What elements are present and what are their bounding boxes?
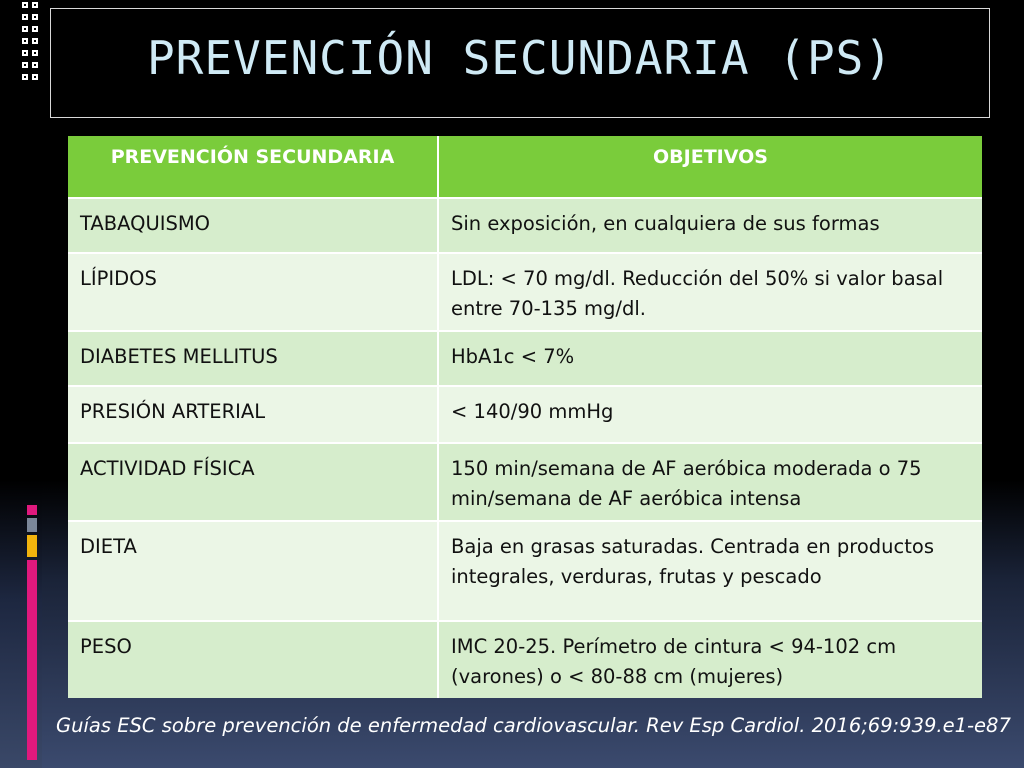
row-objective: IMC 20-25. Perímetro de cintura < 94-102 cm (varones) o < 80-88 cm (mujeres) xyxy=(438,621,982,698)
row-objective: LDL: < 70 mg/dl. Reducción del 50% si valor basal entre 70-135 mg/dl. xyxy=(438,253,982,331)
pink-bar-small xyxy=(27,505,37,515)
row-factor: DIABETES MELLITUS xyxy=(68,331,438,386)
row-objective: 150 min/semana de AF aeróbica moderada o 75 min/semana de AF aeróbica intensa xyxy=(438,443,982,521)
row-objective: HbA1c < 7% xyxy=(438,331,982,386)
title-box xyxy=(50,8,990,118)
table-row xyxy=(68,443,982,521)
table-header-row xyxy=(68,136,982,198)
row-factor: PRESIÓN ARTERIAL xyxy=(68,386,438,443)
table-row xyxy=(68,521,982,621)
pink-bar-large xyxy=(27,560,37,760)
header-prevention: PREVENCIÓN SECUNDARIA xyxy=(68,136,438,198)
decorative-squares xyxy=(22,2,40,112)
row-factor: TABAQUISMO xyxy=(68,198,438,253)
row-factor: ACTIVIDAD FÍSICA xyxy=(68,443,438,521)
table-row xyxy=(68,253,982,331)
row-objective: < 140/90 mmHg xyxy=(438,386,982,443)
table-row xyxy=(68,331,982,386)
header-objectives: OBJETIVOS xyxy=(438,136,982,198)
row-objective: Baja en grasas saturadas. Centrada en productos integrales, verduras, frutas y pescado xyxy=(438,521,982,621)
row-objective: Sin exposición, en cualquiera de sus formas xyxy=(438,198,982,253)
citation-text: Guías ESC sobre prevención de enfermedad cardiovascular. Rev Esp Cardiol. 2016;69:939.e1-e87 xyxy=(56,714,1011,737)
decorative-color-bars xyxy=(27,505,37,760)
row-factor: LÍPIDOS xyxy=(68,253,438,331)
row-factor: DIETA xyxy=(68,521,438,621)
table-row xyxy=(68,386,982,443)
table-row xyxy=(68,198,982,253)
gray-bar xyxy=(27,518,37,532)
prevention-table xyxy=(68,136,982,698)
yellow-bar xyxy=(27,535,37,557)
slide-title: PREVENCIÓN SECUNDARIA (PS) xyxy=(146,31,894,85)
table-row xyxy=(68,621,982,698)
row-factor: PESO xyxy=(68,621,438,698)
